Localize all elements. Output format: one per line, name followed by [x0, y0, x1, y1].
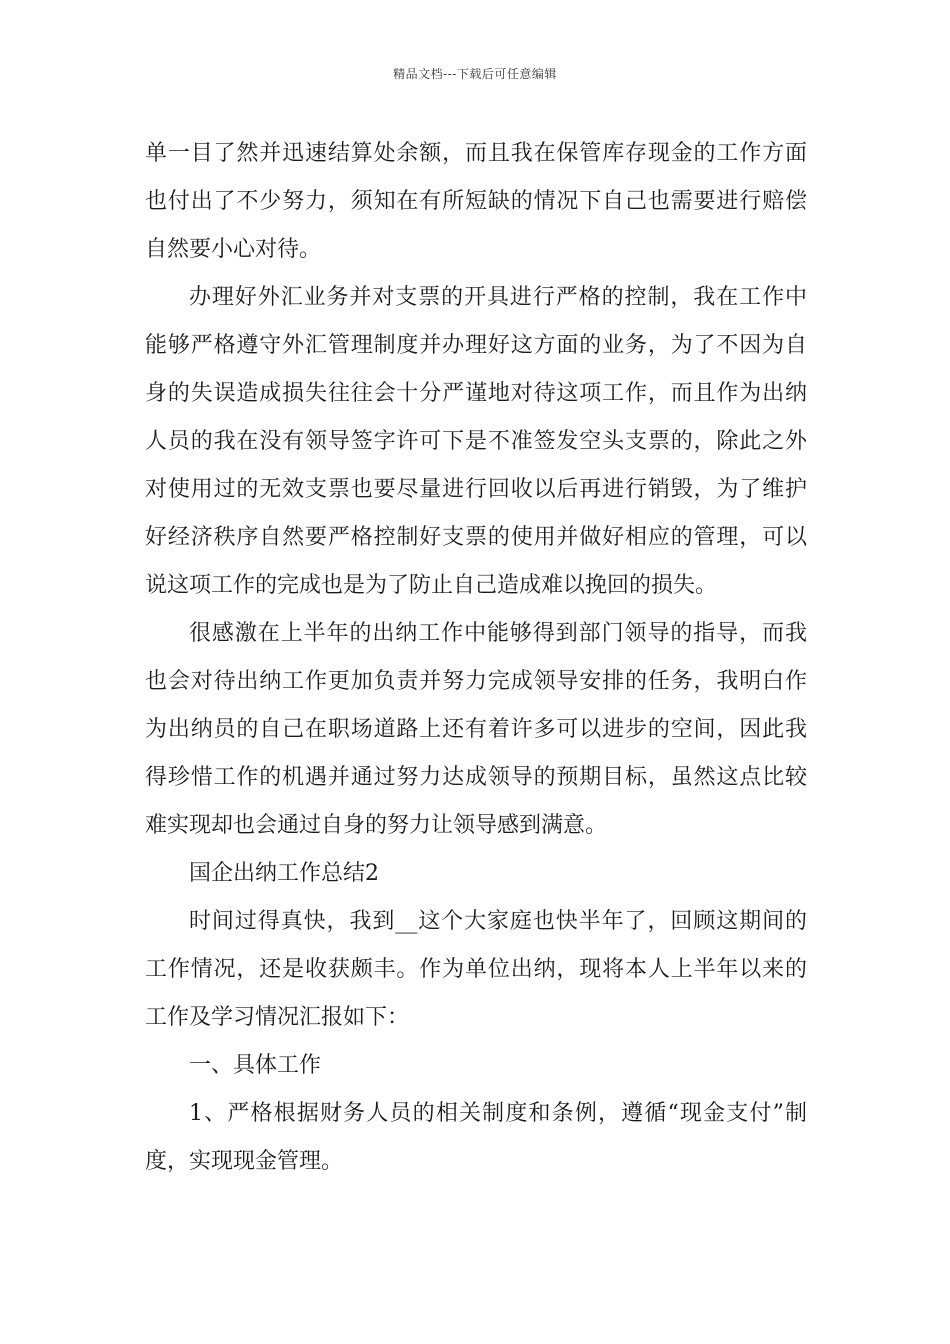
text-line: 为出纳员的自己在职场道路上还有着许多可以进步的空间，因此我: [145, 717, 807, 742]
text-line: 得珍惜工作的机遇并通过努力达成领导的预期目标，虽然这点比较: [145, 765, 807, 790]
text-line: 很感激在上半年的出纳工作中能够得到部门领导的指导，而我: [189, 621, 807, 646]
text-line: 身的失误造成损失往往会十分严谨地对待这项工作，而且作为出纳: [145, 381, 807, 406]
document-body: [145, 130, 807, 1186]
text-line: 自然要小心对待。: [145, 237, 322, 262]
text-line: 说这项工作的完成也是为了防止自己造成难以挽回的损失。: [145, 573, 718, 598]
text-line: 一、具体工作: [189, 1053, 322, 1078]
text-line: 办理好外汇业务并对支票的开具进行严格的控制，我在工作中: [189, 285, 807, 310]
text-line: 单一目了然并迅速结算处余额，而且我在保管库存现金的工作方面: [145, 141, 807, 166]
text-line: 时间过得真快，我到__这个大家庭也快半年了，回顾这期间的: [189, 909, 807, 934]
text-line: 难实现却也会通过自身的努力让领导感到满意。: [145, 813, 608, 838]
text-line: 好经济秩序自然要严格控制好支票的使用并做好相应的管理，可以: [145, 525, 807, 550]
text-line: 对使用过的无效支票也要尽量进行回收以后再进行销毁，为了维护: [145, 477, 807, 502]
text-line: 也付出了不少努力，须知在有所短缺的情况下自己也需要进行赔偿: [145, 189, 807, 214]
page-header: 精品文档---下载后可任意编辑: [393, 67, 557, 81]
text-line: 国企出纳工作总结2: [189, 861, 379, 886]
text-line: 1、严格根据财务人员的相关制度和条例，遵循“现金支付”制: [189, 1101, 807, 1126]
text-line: 也会对待出纳工作更加负责并努力完成领导安排的任务，我明白作: [145, 669, 807, 694]
text-line: 能够严格遵守外汇管理制度并办理好这方面的业务，为了不因为自: [145, 333, 807, 358]
text-line: 工作情况，还是收获颇丰。作为单位出纳，现将本人上半年以来的: [145, 957, 807, 982]
text-line: 人员的我在没有领导签字许可下是不准签发空头支票的，除此之外: [145, 429, 807, 454]
text-line: 工作及学习情况汇报如下：: [145, 1005, 410, 1030]
text-line: 度，实现现金管理。: [145, 1149, 344, 1174]
